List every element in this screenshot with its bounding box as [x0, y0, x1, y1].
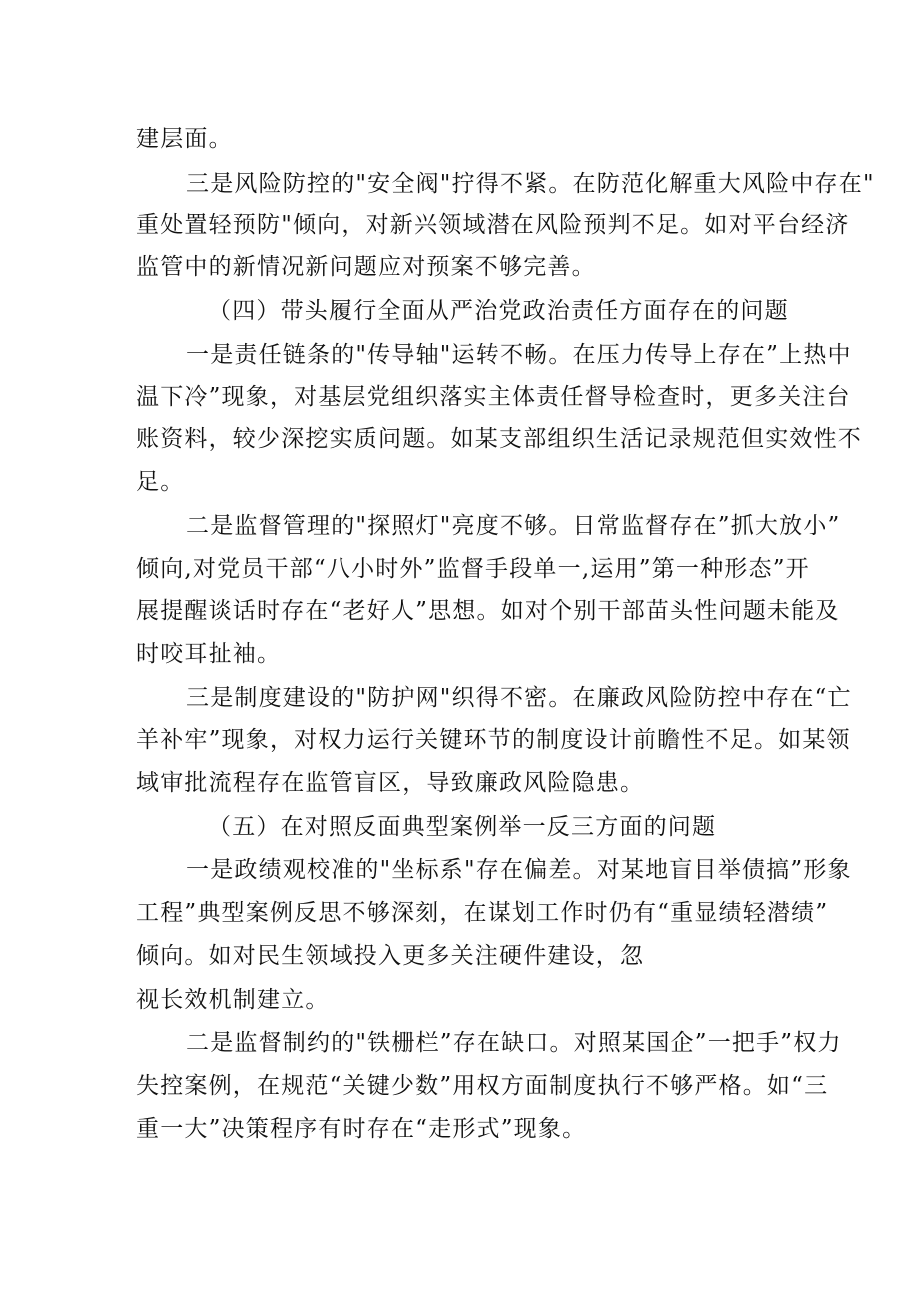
text-line-4: 监管中的新情况新问题应对预案不够完善。	[136, 254, 596, 280]
section-heading-4: （四）带头履行全面从严治党政治责任方面存在的问题	[208, 298, 789, 324]
text-line-23: 失控案例，在规范“关键少数”用权方面制度执行不够严格。如“三	[136, 1073, 829, 1099]
text-line-14: 三是制度建设的"防护网"织得不密。在廉政风险防控中存在“亡	[186, 685, 852, 711]
text-line-7: 温下冷”现象，对基层党组织落实主体责任督导检查时，更多关注台	[136, 384, 851, 410]
text-line-18: 一是政绩观校准的"坐标系"存在偏差。对某地盲目举债搞”形象	[186, 857, 852, 883]
text-line-13: 时咬耳扯袖。	[136, 641, 282, 667]
text-line-24: 重一大”决策程序有时存在“走形式”现象。	[136, 1116, 587, 1142]
section-heading-5: （五）在对照反面典型案例举一反三方面的问题	[208, 814, 717, 840]
text-line-3: 重处置轻预防"倾向，对新兴领域潜在风险预判不足。如对平台经济	[136, 212, 850, 238]
text-line-16: 域审批流程存在监管盲区，导致廉政风险隐患。	[136, 770, 645, 796]
text-line-12: 展提醒谈话时存在“老好人”思想。如对个别干部苗头性问题未能及	[136, 598, 840, 624]
text-line-9: 足。	[136, 469, 185, 495]
text-line-22: 二是监督制约的"铁栅栏”存在缺口。对照某国企”一把手”权力	[186, 1030, 842, 1056]
text-line-8: 账资料，较少深挖实质问题。如某支部组织生活记录规范但实效性不	[136, 426, 862, 452]
text-line-2: 三是风险防控的"安全阀"拧得不紧。在防范化解重大风险中存在"	[186, 171, 875, 197]
text-line-20: 倾向。如对民生领域投入更多关注硬件建设，忽	[136, 943, 645, 969]
text-line-11: 倾向,对党员干部“八小时外”监督手段单一,运用”第一种形态”开	[136, 556, 810, 582]
text-line-10: 二是监督管理的"探照灯"亮度不够。日常监督存在”抓大放小”	[186, 513, 841, 539]
text-line-6: 一是责任链条的"传导轴"运转不畅。在压力传导上存在”上热中	[186, 342, 852, 368]
text-line-15: 羊补牢”现象，对权力运行关键环节的制度设计前瞻性不足。如某领	[136, 727, 851, 753]
text-line-19: 工程”典型案例反思不够深刻，在谋划工作时仍有“重显绩轻潜绩”	[136, 900, 829, 926]
text-line-21: 视长效机制建立。	[136, 987, 330, 1013]
text-line-1: 建层面。	[136, 126, 233, 152]
